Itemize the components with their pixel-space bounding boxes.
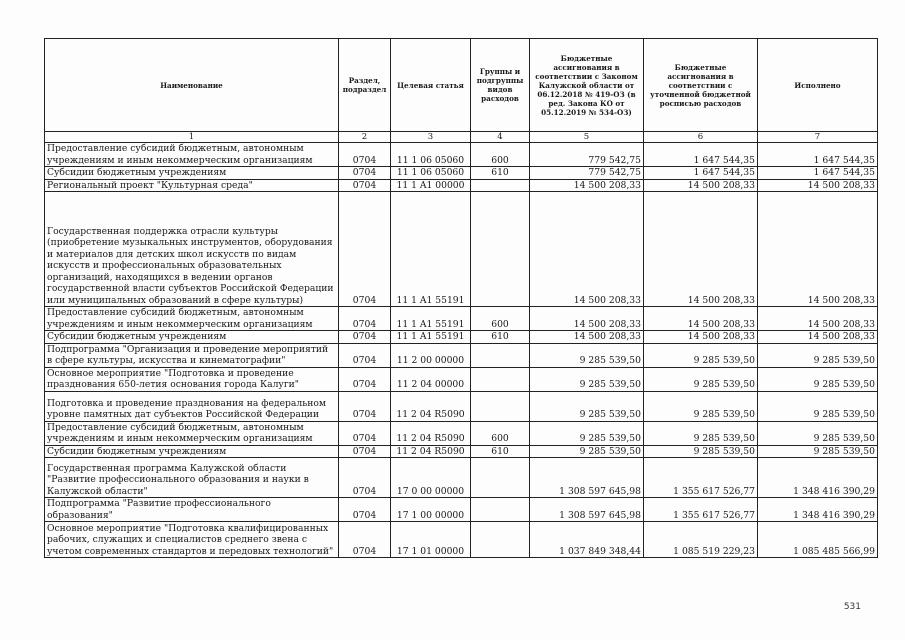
table-row [45, 391, 878, 421]
column-number: 3 [391, 132, 471, 143]
row-section: 0704 [339, 307, 391, 331]
row-name: Субсидии бюджетным учреждениям [45, 167, 339, 180]
row-law-amount: 14 500 208,33 [530, 307, 644, 331]
column-number: 7 [758, 132, 878, 143]
header-done: Исполнено [758, 39, 878, 132]
row-law-amount: 14 500 208,33 [530, 179, 644, 192]
table-row [45, 421, 878, 445]
row-plan-amount: 9 285 539,50 [644, 421, 758, 445]
row-law-amount: 1 308 597 645,98 [530, 498, 644, 522]
row-article: 11 2 00 00000 [391, 343, 471, 367]
row-name: Государственная программа Калужской области "Развитие профессионального образования и науки в Калужской области" [45, 458, 339, 498]
row-section: 0704 [339, 391, 391, 421]
row-section: 0704 [339, 167, 391, 180]
row-group: 610 [471, 167, 530, 180]
table-row [45, 498, 878, 522]
table-row [45, 307, 878, 331]
row-section: 0704 [339, 367, 391, 391]
column-number: 6 [644, 132, 758, 143]
row-done-amount: 9 285 539,50 [758, 367, 878, 391]
row-section: 0704 [339, 522, 391, 558]
header-name: Наименование [45, 39, 339, 132]
column-number: 2 [339, 132, 391, 143]
table-row [45, 331, 878, 344]
row-group [471, 192, 530, 307]
column-number: 4 [471, 132, 530, 143]
row-article: 11 1 A1 55191 [391, 331, 471, 344]
row-name: Государственная поддержка отрасли культуры (приобретение музыкальных инструментов, оборудования и материалов для детских школ искусств по видам искусств и профессиональных образовательных организаций, находящихся в ведении органов государственной власти субъектов Российской Федерации или муниципальных образований в сфере культуры) [45, 192, 339, 307]
row-plan-amount: 14 500 208,33 [644, 331, 758, 344]
row-plan-amount: 14 500 208,33 [644, 179, 758, 192]
row-article: 11 1 A1 55191 [391, 192, 471, 307]
row-law-amount: 14 500 208,33 [530, 192, 644, 307]
header-plan: Бюджетные ассигнования в соответствии с уточненной бюджетной росписью расходов [644, 39, 758, 132]
header-group: Группы и подгруппы видов расходов [471, 39, 530, 132]
row-plan-amount: 1 085 519 229,23 [644, 522, 758, 558]
row-name: Основное мероприятие "Подготовка квалифицированных рабочих, служащих и специалистов среднего звена с учетом современных стандартов и передовых технологий" [45, 522, 339, 558]
row-article: 11 1 A1 00000 [391, 179, 471, 192]
row-article: 11 2 04 R5090 [391, 445, 471, 458]
row-plan-amount: 1 355 617 526,77 [644, 498, 758, 522]
row-article: 17 1 00 00000 [391, 498, 471, 522]
row-article: 11 1 06 05060 [391, 167, 471, 180]
row-article: 11 2 04 R5090 [391, 421, 471, 445]
table-row [45, 343, 878, 367]
header-law: Бюджетные ассигнования в соответствии с Законом Калужской области от 06.12.2018 № 419-ОЗ (в ред. Закона КО от 05.12.2019 № 534-ОЗ) [530, 39, 644, 132]
row-name: Субсидии бюджетным учреждениям [45, 445, 339, 458]
row-done-amount: 14 500 208,33 [758, 192, 878, 307]
row-plan-amount: 1 355 617 526,77 [644, 458, 758, 498]
row-law-amount: 779 542,75 [530, 167, 644, 180]
budget-table [44, 38, 878, 558]
column-number: 1 [45, 132, 339, 143]
row-name: Подпрограмма "Организация и проведение мероприятий в сфере культуры, искусства и кинематографии" [45, 343, 339, 367]
row-article: 17 0 00 00000 [391, 458, 471, 498]
row-law-amount: 1 037 849 348,44 [530, 522, 644, 558]
row-section: 0704 [339, 343, 391, 367]
row-group: 610 [471, 331, 530, 344]
row-law-amount: 9 285 539,50 [530, 421, 644, 445]
row-done-amount: 9 285 539,50 [758, 343, 878, 367]
row-article: 11 2 04 00000 [391, 367, 471, 391]
row-section: 0704 [339, 192, 391, 307]
row-plan-amount: 9 285 539,50 [644, 367, 758, 391]
row-done-amount: 14 500 208,33 [758, 331, 878, 344]
table-row [45, 445, 878, 458]
row-name: Региональный проект "Культурная среда" [45, 179, 339, 192]
row-article: 11 2 04 R5090 [391, 391, 471, 421]
row-law-amount: 14 500 208,33 [530, 331, 644, 344]
row-section: 0704 [339, 498, 391, 522]
row-group: 600 [471, 421, 530, 445]
row-article: 17 1 01 00000 [391, 522, 471, 558]
row-done-amount: 1 647 544,35 [758, 167, 878, 180]
row-done-amount: 1 348 416 390,29 [758, 498, 878, 522]
row-law-amount: 9 285 539,50 [530, 445, 644, 458]
row-law-amount: 779 542,75 [530, 143, 644, 167]
page-number: 531 [843, 602, 861, 612]
column-number-row [45, 132, 878, 143]
row-done-amount: 9 285 539,50 [758, 391, 878, 421]
table-row [45, 179, 878, 192]
row-name: Подготовка и проведение празднования на федеральном уровне памятных дат субъектов Российской Федерации [45, 391, 339, 421]
row-article: 11 1 A1 55191 [391, 307, 471, 331]
row-done-amount: 14 500 208,33 [758, 307, 878, 331]
row-section: 0704 [339, 458, 391, 498]
row-done-amount: 1 348 416 390,29 [758, 458, 878, 498]
row-group: 600 [471, 307, 530, 331]
row-plan-amount: 1 647 544,35 [644, 167, 758, 180]
row-plan-amount: 14 500 208,33 [644, 192, 758, 307]
table-row [45, 522, 878, 558]
row-section: 0704 [339, 179, 391, 192]
row-section: 0704 [339, 143, 391, 167]
table-row [45, 143, 878, 167]
table-row [45, 192, 878, 307]
row-done-amount: 14 500 208,33 [758, 179, 878, 192]
header-section: Раздел, подраздел [339, 39, 391, 132]
row-section: 0704 [339, 421, 391, 445]
row-name: Основное мероприятие "Подготовка и проведение празднования 650-летия основания города Калуги" [45, 367, 339, 391]
row-law-amount: 9 285 539,50 [530, 343, 644, 367]
row-law-amount: 1 308 597 645,98 [530, 458, 644, 498]
row-name: Предоставление субсидий бюджетным, автономным учреждениям и иным некоммерческим организациям [45, 421, 339, 445]
table-row [45, 367, 878, 391]
row-done-amount: 9 285 539,50 [758, 445, 878, 458]
row-article: 11 1 06 05060 [391, 143, 471, 167]
row-done-amount: 1 647 544,35 [758, 143, 878, 167]
column-number: 5 [530, 132, 644, 143]
row-plan-amount: 9 285 539,50 [644, 445, 758, 458]
row-plan-amount: 1 647 544,35 [644, 143, 758, 167]
row-plan-amount: 9 285 539,50 [644, 343, 758, 367]
row-group [471, 179, 530, 192]
row-group [471, 343, 530, 367]
table-row [45, 458, 878, 498]
row-group: 600 [471, 143, 530, 167]
table-row [45, 167, 878, 180]
row-group [471, 391, 530, 421]
header-article: Целевая статья [391, 39, 471, 132]
row-name: Предоставление субсидий бюджетным, автономным учреждениям и иным некоммерческим организациям [45, 307, 339, 331]
row-section: 0704 [339, 445, 391, 458]
row-law-amount: 9 285 539,50 [530, 367, 644, 391]
row-group [471, 522, 530, 558]
row-plan-amount: 9 285 539,50 [644, 391, 758, 421]
row-name: Подпрограмма "Развитие профессионального образования" [45, 498, 339, 522]
row-name: Субсидии бюджетным учреждениям [45, 331, 339, 344]
row-group [471, 367, 530, 391]
row-done-amount: 1 085 485 566,99 [758, 522, 878, 558]
row-done-amount: 9 285 539,50 [758, 421, 878, 445]
row-group: 610 [471, 445, 530, 458]
row-name: Предоставление субсидий бюджетным, автономным учреждениям и иным некоммерческим организациям [45, 143, 339, 167]
header-row [45, 39, 878, 132]
row-group [471, 498, 530, 522]
row-section: 0704 [339, 331, 391, 344]
row-group [471, 458, 530, 498]
row-plan-amount: 14 500 208,33 [644, 307, 758, 331]
row-law-amount: 9 285 539,50 [530, 391, 644, 421]
